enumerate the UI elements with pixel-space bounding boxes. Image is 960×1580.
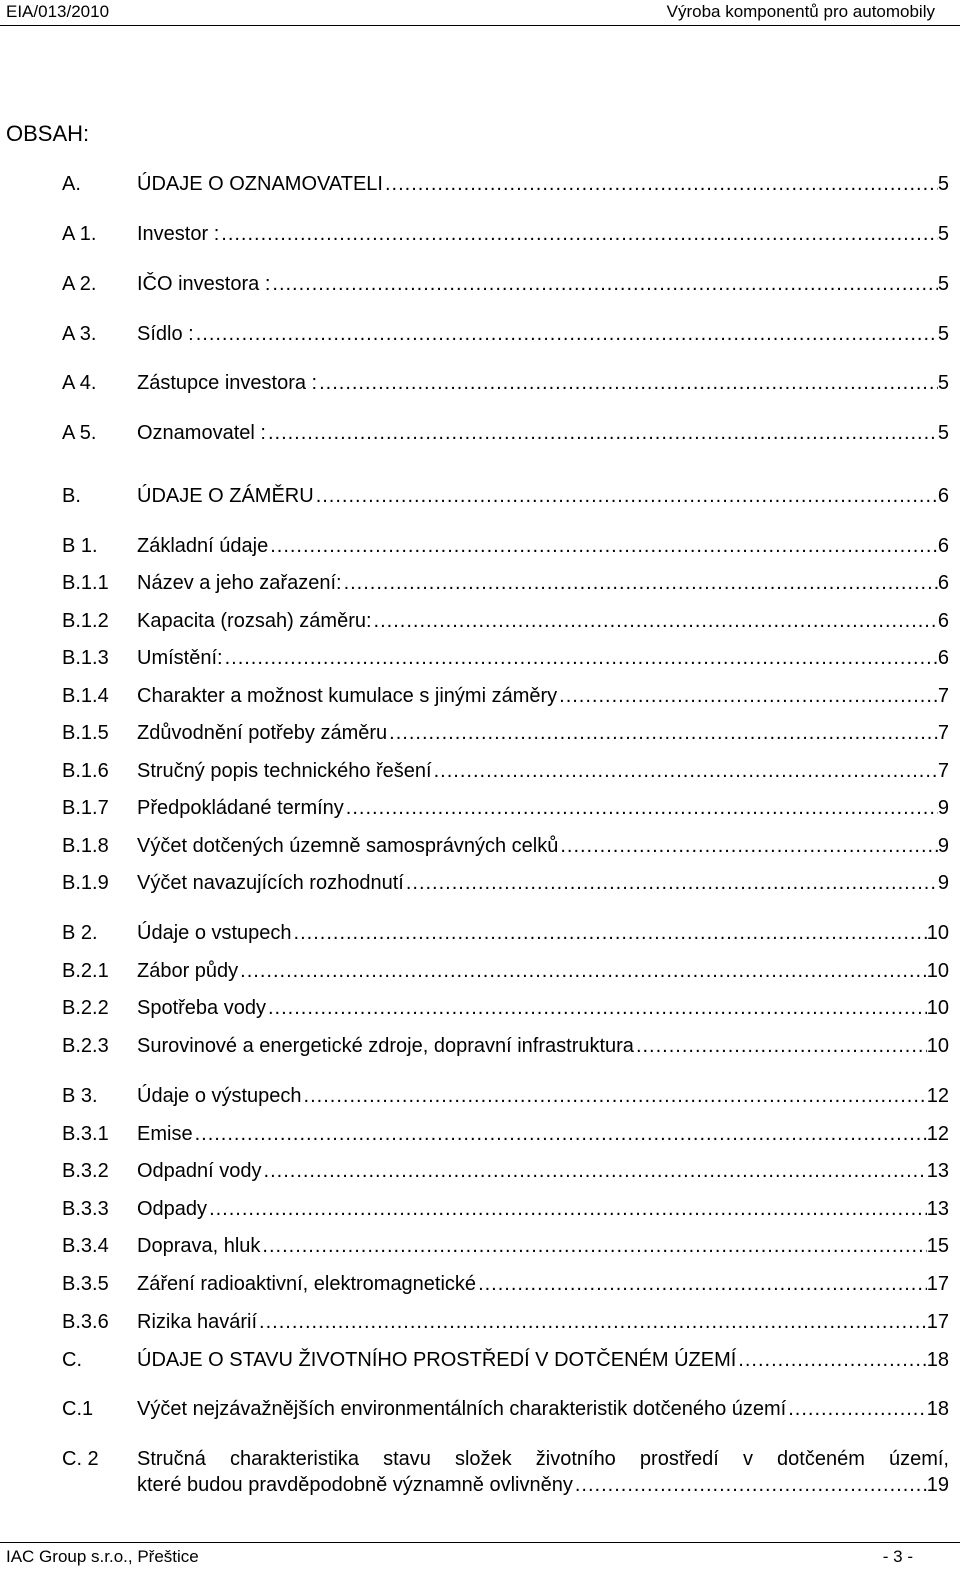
toc-entry-text-line1: Stručná charakteristika stavu složek životního prostředí v dotčeném území, <box>137 1448 949 1470</box>
toc-leader-dots <box>317 371 938 395</box>
toc-entry[interactable] <box>62 1034 949 1058</box>
toc-entry-number: A 1. <box>62 223 97 245</box>
toc-entry-text-line2: které budou pravděpodobně významně ovlivněny <box>137 1474 573 1496</box>
toc-entry-page: 6 <box>937 485 949 507</box>
toc-entry[interactable] <box>62 759 949 783</box>
toc-entry-page: 12 <box>926 1085 949 1107</box>
toc-entry-text: Umístění: <box>137 647 223 669</box>
toc-leader-dots <box>268 534 938 558</box>
toc-entry[interactable] <box>62 272 949 296</box>
page-footer <box>0 1542 960 1580</box>
toc-entry[interactable] <box>62 646 949 670</box>
toc-entry-text: Rizika havárií <box>137 1311 258 1333</box>
toc-leader-dots <box>476 1272 927 1296</box>
toc-entry-text: Kapacita (rozsah) záměru: <box>137 610 372 632</box>
toc-entry-page: 9 <box>937 797 949 819</box>
toc-leader-dots <box>257 1310 927 1334</box>
toc-entry[interactable] <box>62 1197 949 1221</box>
toc-leader-dots <box>736 1348 926 1372</box>
toc-entry-text: Emise <box>137 1123 193 1145</box>
toc-entry-page: 18 <box>926 1349 949 1371</box>
toc-entry-number: C. <box>62 1349 82 1371</box>
toc-entry-number: A 4. <box>62 372 97 394</box>
toc-leader-dots <box>573 1472 927 1498</box>
toc-entry[interactable] <box>62 172 949 196</box>
toc-entry-text: Doprava, hluk <box>137 1235 261 1257</box>
toc-entry-page: 13 <box>926 1198 949 1220</box>
toc-entry-text: ÚDAJE O STAVU ŽIVOTNÍHO PROSTŘEDÍ V DOTČENÉM ÚZEMÍ <box>137 1349 737 1371</box>
toc-entry-number: A 3. <box>62 323 97 345</box>
toc-leader-dots <box>557 684 938 708</box>
toc-leader-dots <box>314 484 938 508</box>
toc-leader-dots <box>193 1122 927 1146</box>
toc-leader-dots <box>270 272 937 296</box>
toc-entry-text: Spotřeba vody <box>137 997 266 1019</box>
toc-entry[interactable] <box>62 534 949 558</box>
toc-entry-page: 10 <box>926 1035 949 1057</box>
toc-entry[interactable] <box>62 1397 949 1421</box>
toc-leader-dots <box>383 172 938 196</box>
toc-leader-dots <box>266 996 927 1020</box>
toc-entry-page: 17 <box>926 1311 949 1333</box>
toc-leader-dots <box>344 796 938 820</box>
toc-entry-page: 5 <box>937 173 949 195</box>
toc-leader-dots <box>342 571 938 595</box>
toc-entry-number: B.1.2 <box>62 610 109 632</box>
toc-entry[interactable] <box>62 571 949 595</box>
toc-entry-page: 6 <box>937 610 949 632</box>
toc-entry-number: B 2. <box>62 922 98 944</box>
toc-entry[interactable] <box>62 322 949 346</box>
toc-entry-text: Zástupce investora : <box>137 372 318 394</box>
toc-leader-dots <box>262 1159 927 1183</box>
toc-leader-dots <box>302 1084 927 1108</box>
toc-leader-dots <box>558 834 938 858</box>
toc-entry[interactable] <box>62 721 949 745</box>
toc-entry[interactable] <box>62 421 949 445</box>
toc-entry[interactable] <box>62 871 949 895</box>
toc-entry-number: A. <box>62 173 81 195</box>
toc-entry-number: C.1 <box>62 1398 94 1420</box>
toc-entry-page: 10 <box>926 960 949 982</box>
toc-entry-text: Sídlo : <box>137 323 194 345</box>
toc-entry-page: 18 <box>926 1398 949 1420</box>
toc-entry-page: 6 <box>937 647 949 669</box>
toc-leader-dots <box>372 609 938 633</box>
toc-entry-text: Surovinové a energetické zdroje, dopravní infrastruktura <box>137 1035 634 1057</box>
toc-entry-text: Charakter a možnost kumulace s jinými záměry <box>137 685 558 707</box>
toc-entry-page: 6 <box>937 535 949 557</box>
toc-entry-number: A 2. <box>62 273 97 295</box>
toc-entry-number: B.3.6 <box>62 1311 109 1333</box>
toc-leader-dots <box>432 759 938 783</box>
toc-entry-page: 10 <box>926 922 949 944</box>
toc-entry-text: Stručný popis technického řešení <box>137 760 432 782</box>
toc-entry-number: B 1. <box>62 535 98 557</box>
toc-entry-page: 15 <box>926 1235 949 1257</box>
toc-entry-number: B.1.8 <box>62 835 109 857</box>
toc-entry-number: B. <box>62 485 81 507</box>
toc-entry[interactable] <box>62 1310 949 1334</box>
toc-leader-dots <box>266 421 938 445</box>
toc-entry-number: B.3.2 <box>62 1160 109 1182</box>
toc-entry-page: 5 <box>937 422 949 444</box>
toc-entry-text: ÚDAJE O OZNAMOVATELI <box>137 173 383 195</box>
toc-entry-page: 12 <box>926 1123 949 1145</box>
toc-entry-page: 5 <box>937 273 949 295</box>
header-document-id: EIA/013/2010 <box>6 2 110 21</box>
toc-entry-text: Zábor půdy <box>137 960 239 982</box>
toc-entry[interactable] <box>62 996 949 1020</box>
toc-entry-number: B.1.9 <box>62 872 109 894</box>
toc-entry-text: Výčet navazujících rozhodnutí <box>137 872 404 894</box>
toc-entry[interactable] <box>62 1234 949 1258</box>
toc-entry-number: B.2.2 <box>62 997 109 1019</box>
toc-entry-number: B.2.1 <box>62 960 109 982</box>
toc-entry[interactable] <box>62 1348 949 1372</box>
toc-entry-text: Údaje o výstupech <box>137 1085 302 1107</box>
toc-entry-number: B.1.5 <box>62 722 109 744</box>
toc-entry-number: B.1.6 <box>62 760 109 782</box>
toc-leader-dots <box>786 1397 927 1421</box>
toc-entry-text: IČO investora : <box>137 273 271 295</box>
toc-leader-dots <box>219 222 938 246</box>
toc-heading: OBSAH: <box>6 121 90 146</box>
toc-entry-page: 19 <box>926 1474 949 1496</box>
toc-entry[interactable] <box>62 1084 949 1108</box>
toc-entry-number: B.3.1 <box>62 1123 109 1145</box>
toc-leader-dots <box>194 322 938 346</box>
toc-entry[interactable] <box>62 1122 949 1146</box>
toc-entry-text: Investor : <box>137 223 220 245</box>
toc-entry-page: 13 <box>926 1160 949 1182</box>
toc-entry-text: Odpadní vody <box>137 1160 262 1182</box>
toc-entry-text: Zdůvodnění potřeby záměru <box>137 722 388 744</box>
toc-entry-text: Výčet nejzávažnějších environmentálních charakteristik dotčeného území <box>137 1398 787 1420</box>
toc-entry-page: 7 <box>937 760 949 782</box>
toc-leader-dots <box>292 921 927 945</box>
toc-entry-number: B.1.7 <box>62 797 109 819</box>
toc-entry-text: Odpady <box>137 1198 208 1220</box>
toc-entry-page: 6 <box>937 572 949 594</box>
toc-leader-dots <box>207 1197 927 1221</box>
toc-entry-page: 9 <box>937 872 949 894</box>
toc-entry-page: 7 <box>937 685 949 707</box>
toc-entry-number: B.2.3 <box>62 1035 109 1057</box>
toc-entry-number: B.3.3 <box>62 1198 109 1220</box>
footer-company: IAC Group s.r.o., Přeštice <box>6 1547 199 1566</box>
toc-entry[interactable] <box>62 484 949 508</box>
toc-entry[interactable] <box>62 1159 949 1183</box>
toc-entry-number: B.1.3 <box>62 647 109 669</box>
toc-entry-page: 7 <box>937 722 949 744</box>
header-project-title: Výroba komponentů pro automobily <box>666 2 935 21</box>
toc-entry-page: 17 <box>926 1273 949 1295</box>
toc-entry-number: B.1.4 <box>62 685 109 707</box>
toc-entry-number: B 3. <box>62 1085 98 1107</box>
toc-entry[interactable] <box>62 371 949 395</box>
toc-entry-number: B.3.4 <box>62 1235 109 1257</box>
toc-entry-page: 9 <box>937 835 949 857</box>
toc-entry-page: 5 <box>937 372 949 394</box>
toc-entry[interactable] <box>62 609 949 633</box>
toc-entry-text: Údaje o vstupech <box>137 922 292 944</box>
toc-leader-dots <box>260 1234 926 1258</box>
toc-entry[interactable] <box>62 1272 949 1296</box>
toc-leader-dots <box>404 871 938 895</box>
toc-leader-dots <box>387 721 938 745</box>
toc-entry-page: 5 <box>937 223 949 245</box>
toc-entry-page: 5 <box>937 323 949 345</box>
toc-entry[interactable] <box>62 959 949 983</box>
toc-entry-text: ÚDAJE O ZÁMĚRU <box>137 485 314 507</box>
toc-entry[interactable] <box>62 684 949 708</box>
toc-entry-page: 10 <box>926 997 949 1019</box>
toc-leader-dots <box>238 959 927 983</box>
toc-entry-number: B.3.5 <box>62 1273 109 1295</box>
toc-entry[interactable] <box>62 921 949 945</box>
toc-entry-text: Základní údaje <box>137 535 269 557</box>
page-header <box>0 0 960 26</box>
toc-entry-text: Výčet dotčených územně samosprávných celků <box>137 835 559 857</box>
toc-entry[interactable] <box>62 796 949 820</box>
toc-leader-dots <box>223 646 938 670</box>
footer-page-number: - 3 - <box>882 1547 913 1566</box>
toc-entry-text: Záření radioaktivní, elektromagnetické <box>137 1273 477 1295</box>
toc-entry-number: A 5. <box>62 422 97 444</box>
toc-leader-dots <box>634 1034 927 1058</box>
toc-entry-text: Název a jeho zařazení: <box>137 572 342 594</box>
toc-entry-number: C. 2 <box>62 1448 99 1470</box>
toc-entry-text: Oznamovatel : <box>137 422 266 444</box>
toc-entry-number: B.1.1 <box>62 572 109 594</box>
toc-entry[interactable] <box>62 834 949 858</box>
toc-entry-text: Předpokládané termíny <box>137 797 344 819</box>
toc-entry[interactable] <box>62 222 949 246</box>
